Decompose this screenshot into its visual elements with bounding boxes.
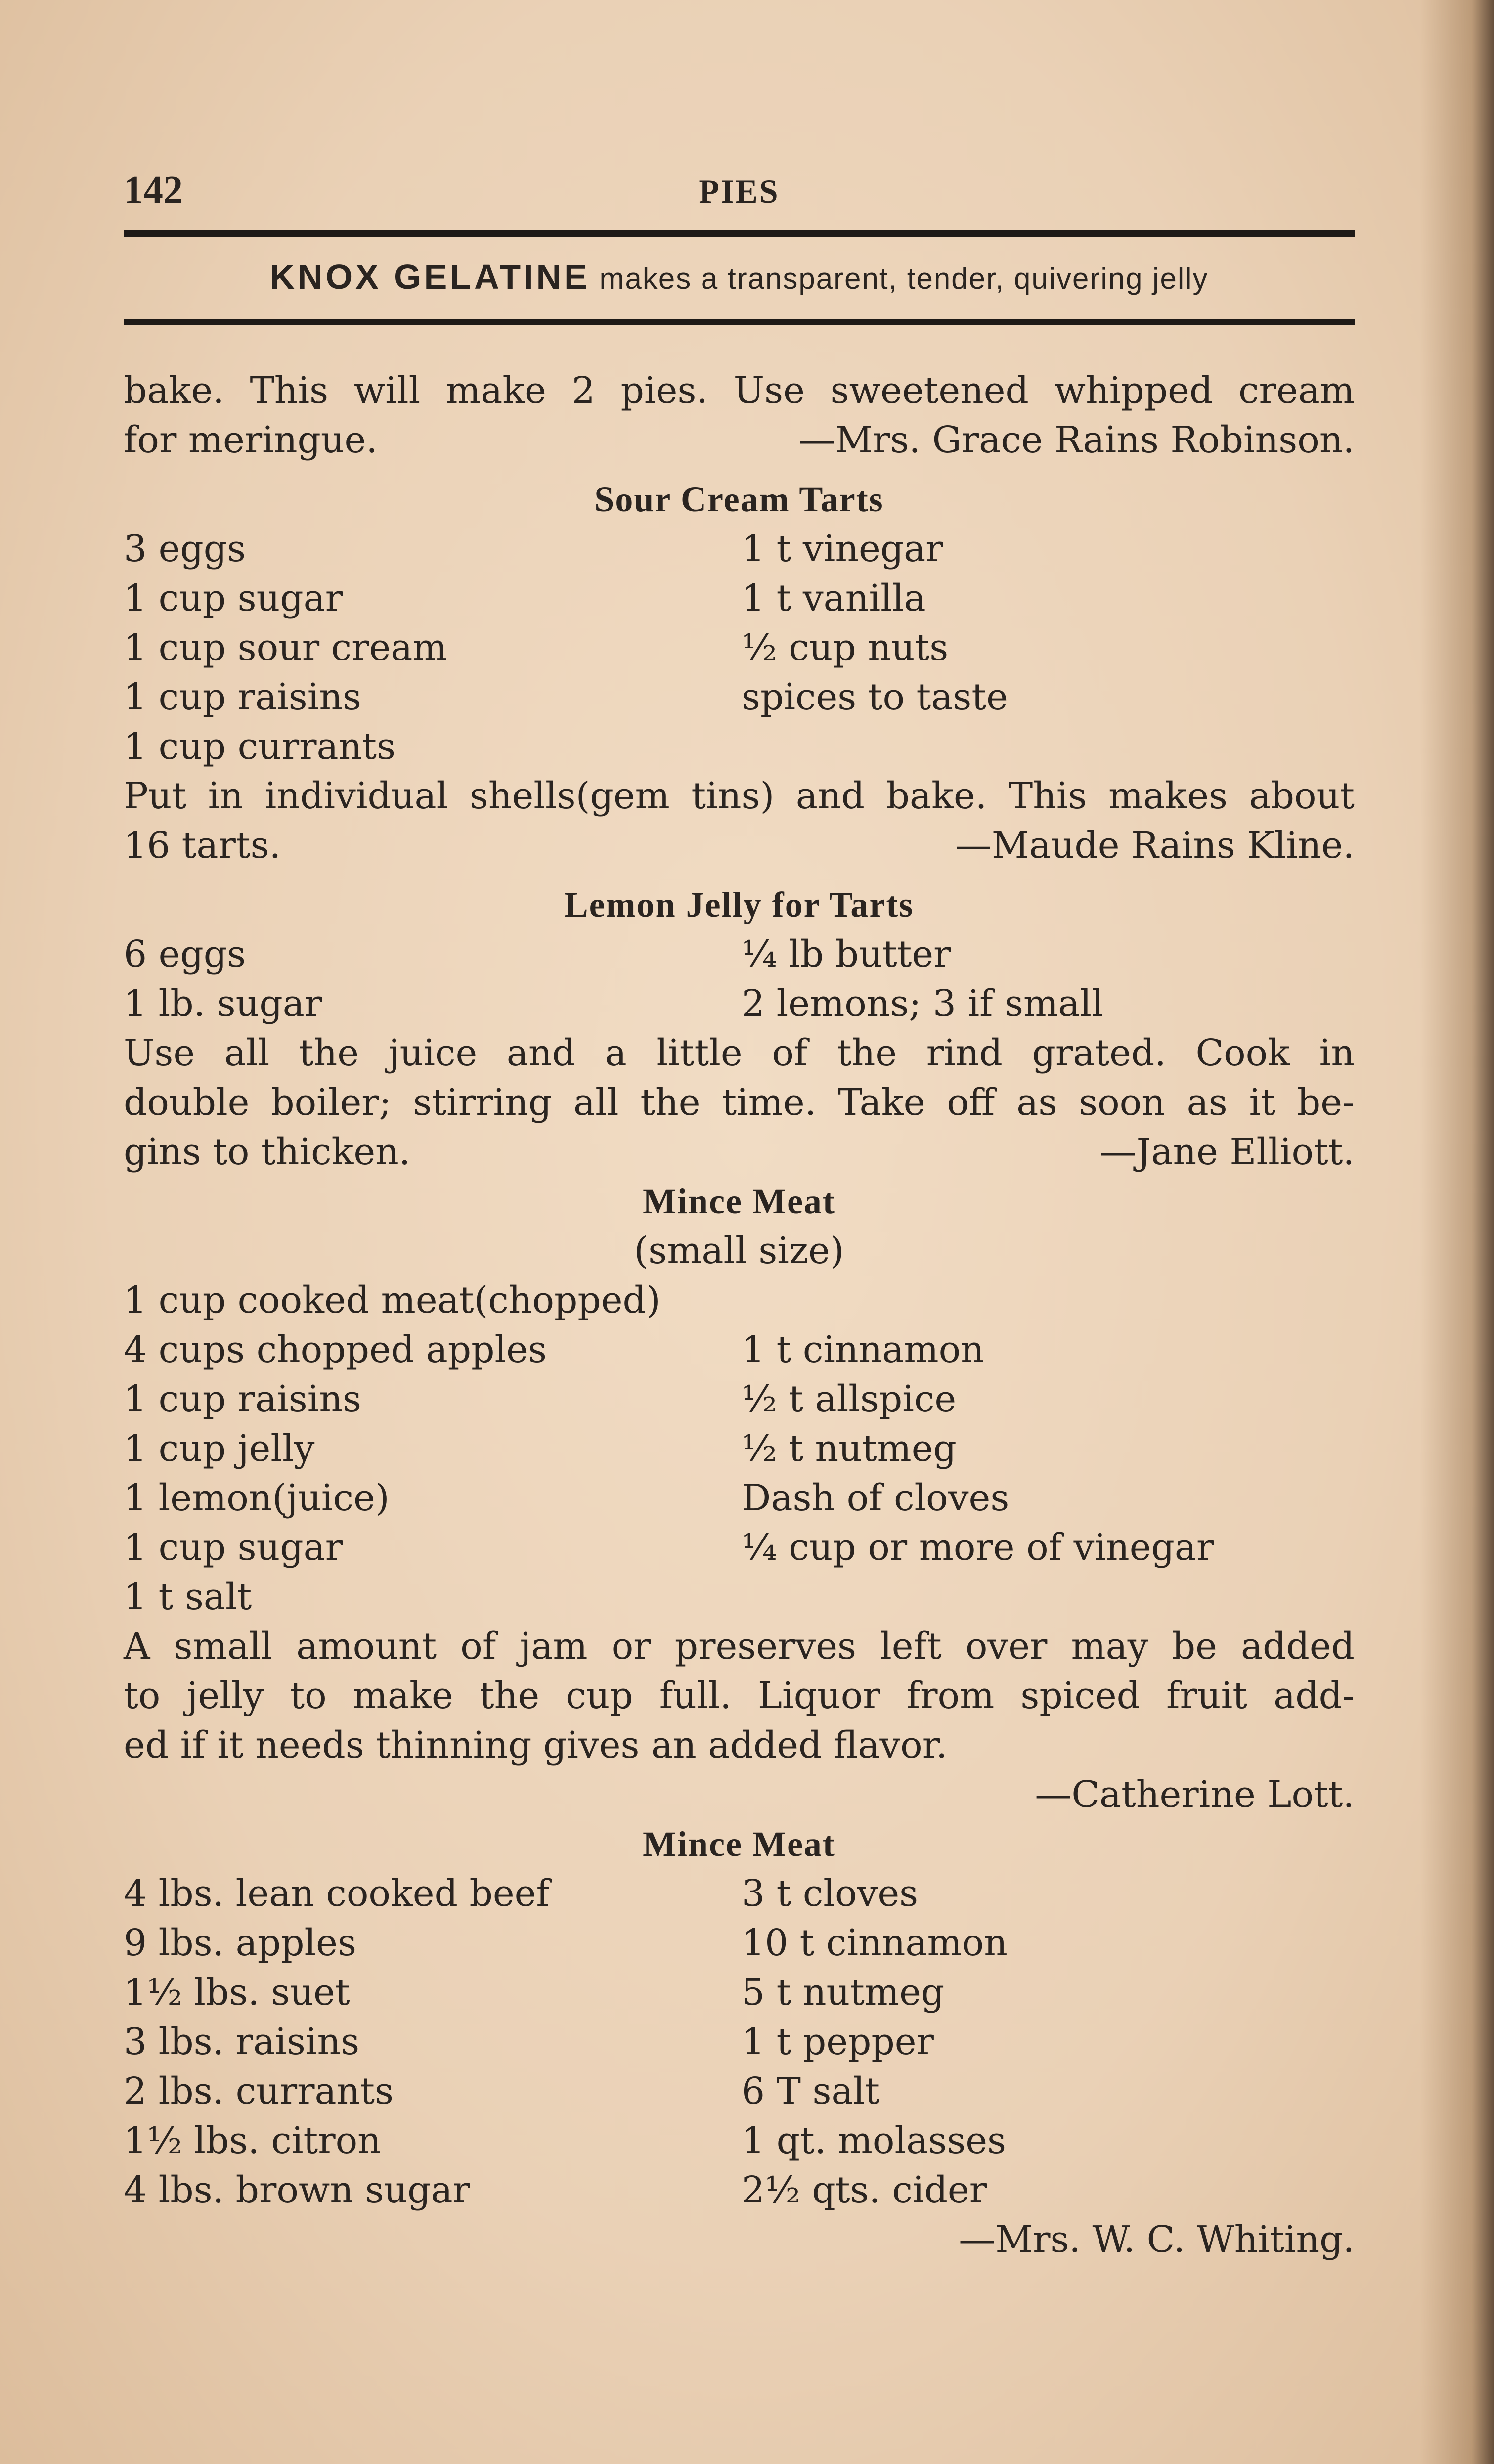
recipe-content bbox=[124, 366, 1355, 2264]
ingredient bbox=[742, 1572, 1355, 1622]
ingredient: 10 t cinnamon bbox=[742, 1922, 1008, 1964]
ingredient-row bbox=[124, 929, 1355, 979]
running-title: PIES bbox=[699, 173, 780, 210]
ingredient: 1 t vanilla bbox=[742, 577, 926, 619]
ingredient: 1 t salt bbox=[124, 1576, 252, 1618]
ingredient-row bbox=[124, 1325, 1355, 1374]
ingredient-row bbox=[124, 1869, 1355, 1918]
recipe-text-line bbox=[124, 821, 1355, 870]
ingredient-row bbox=[124, 1523, 1355, 1572]
ingredient: 1 t cinnamon bbox=[742, 1328, 984, 1371]
ingredient: 3 t cloves bbox=[742, 1872, 919, 1915]
ingredient: Dash of cloves bbox=[742, 1477, 1010, 1519]
ingredient: 1 cup raisins bbox=[124, 1378, 362, 1420]
ingredient: 1½ lbs. citron bbox=[124, 2119, 381, 2162]
ingredient: 4 lbs. brown sugar bbox=[124, 2169, 470, 2211]
ingredient: 1 cup cooked meat(chopped) bbox=[124, 1279, 660, 1321]
ingredient-row bbox=[124, 1424, 1355, 1473]
ingredient: 1 cup sour cream bbox=[124, 626, 447, 669]
ingredient-row bbox=[124, 573, 1355, 623]
ingredient-row bbox=[124, 623, 1355, 672]
page-number: 142 bbox=[124, 169, 183, 212]
ingredient-row bbox=[124, 2017, 1355, 2067]
recipe-text: Use all the juice and a little of the rind grated. Cook in bbox=[124, 1032, 1355, 1074]
ingredient bbox=[742, 1276, 1355, 1325]
ingredient: ¼ cup or more of vinegar bbox=[742, 1526, 1214, 1569]
ingredient-row bbox=[124, 524, 1355, 573]
ingredient: 5 t nutmeg bbox=[742, 1971, 945, 2014]
recipe-author: —Mrs. Grace Rains Robinson. bbox=[798, 419, 1355, 461]
ingredient-row bbox=[124, 672, 1355, 722]
recipe-text: gins to thicken. bbox=[124, 1131, 411, 1173]
ingredient bbox=[742, 722, 1355, 771]
recipe-author: —Mrs. W. C. Whiting. bbox=[959, 2218, 1355, 2261]
ingredient: 6 eggs bbox=[124, 933, 246, 975]
page-header bbox=[124, 168, 1355, 222]
ingredient-row bbox=[124, 1968, 1355, 2017]
ingredient-row bbox=[124, 1473, 1355, 1523]
recipe-title: Mince Meat bbox=[643, 1182, 835, 1221]
ingredient-row bbox=[124, 1276, 1355, 1325]
intro-line: bake. This will make 2 pies. Use sweetened whipped cream bbox=[124, 369, 1355, 412]
ingredient-row bbox=[124, 1918, 1355, 1968]
ingredient: 2 lbs. currants bbox=[124, 2070, 394, 2112]
ingredient: ½ t allspice bbox=[742, 1378, 957, 1420]
ingredient: 9 lbs. apples bbox=[124, 1922, 356, 1964]
ingredient: 1 cup jelly bbox=[124, 1427, 315, 1470]
ingredient: ½ cup nuts bbox=[742, 626, 949, 669]
ingredient: 3 lbs. raisins bbox=[124, 2021, 360, 2063]
recipe-text: 16 tarts. bbox=[124, 824, 281, 867]
ingredient: 2 lemons; 3 if small bbox=[742, 982, 1103, 1025]
ingredient-row bbox=[124, 979, 1355, 1028]
ingredient-row bbox=[124, 2116, 1355, 2165]
ingredient-row bbox=[124, 1374, 1355, 1424]
recipe-author: —Jane Elliott. bbox=[1099, 1131, 1355, 1173]
ingredient: 3 eggs bbox=[124, 528, 246, 570]
ingredient: ¼ lb butter bbox=[742, 933, 951, 975]
ingredient: 4 lbs. lean cooked beef bbox=[124, 1872, 550, 1915]
ingredient: spices to taste bbox=[742, 676, 1008, 718]
intro-text: for meringue. bbox=[124, 419, 378, 461]
ingredient: 1 t vinegar bbox=[742, 528, 943, 570]
ingredient: 1 cup currants bbox=[124, 725, 395, 768]
recipe-author: —Maude Rains Kline. bbox=[955, 824, 1355, 867]
intro-line bbox=[124, 415, 1355, 465]
recipe-subtitle: (small size) bbox=[634, 1230, 844, 1272]
page-edge-shadow bbox=[1420, 0, 1494, 2464]
advertisement-banner bbox=[124, 257, 1355, 297]
ingredient: 1 lb. sugar bbox=[124, 982, 322, 1025]
recipe-title: Lemon Jelly for Tarts bbox=[564, 885, 914, 924]
ingredient: 4 cups chopped apples bbox=[124, 1328, 547, 1371]
ingredient: 1 t pepper bbox=[742, 2021, 934, 2063]
recipe-text: to jelly to make the cup full. Liquor from spiced fruit add- bbox=[124, 1674, 1355, 1717]
recipe-text: double boiler; stirring all the time. Take off as soon as it be- bbox=[124, 1081, 1355, 1124]
recipe-text: ed if it needs thinning gives an added flavor. bbox=[124, 1724, 948, 1766]
ingredient-row bbox=[124, 2067, 1355, 2116]
header-rule-top bbox=[124, 230, 1355, 237]
recipe-title: Mince Meat bbox=[643, 1824, 835, 1864]
banner-brand: KNOX GELATINE bbox=[269, 258, 590, 296]
recipe-author: —Catherine Lott. bbox=[1035, 1773, 1355, 1816]
ingredient: 2½ qts. cider bbox=[742, 2169, 987, 2211]
recipe-title: Sour Cream Tarts bbox=[594, 480, 884, 519]
ingredient: ½ t nutmeg bbox=[742, 1427, 957, 1470]
ingredient: 1 cup sugar bbox=[124, 1526, 343, 1569]
ingredient: 1 cup raisins bbox=[124, 676, 362, 718]
ingredient: 1 cup sugar bbox=[124, 577, 343, 619]
ingredient: 1½ lbs. suet bbox=[124, 1971, 350, 2014]
ingredient-row bbox=[124, 1572, 1355, 1622]
recipe-text: Put in individual shells(gem tins) and bake. This makes about bbox=[124, 775, 1355, 817]
recipe-text-line bbox=[124, 1127, 1355, 1177]
ingredient-row bbox=[124, 722, 1355, 771]
recipe-text: A small amount of jam or preserves left over may be added bbox=[124, 1625, 1355, 1668]
banner-text: makes a transparent, tender, quivering jelly bbox=[590, 262, 1209, 295]
ingredient: 1 lemon(juice) bbox=[124, 1477, 390, 1519]
header-rule-bottom bbox=[124, 319, 1355, 325]
ingredient-row bbox=[124, 2165, 1355, 2215]
ingredient: 6 T salt bbox=[742, 2070, 879, 2112]
ingredient: 1 qt. molasses bbox=[742, 2119, 1006, 2162]
